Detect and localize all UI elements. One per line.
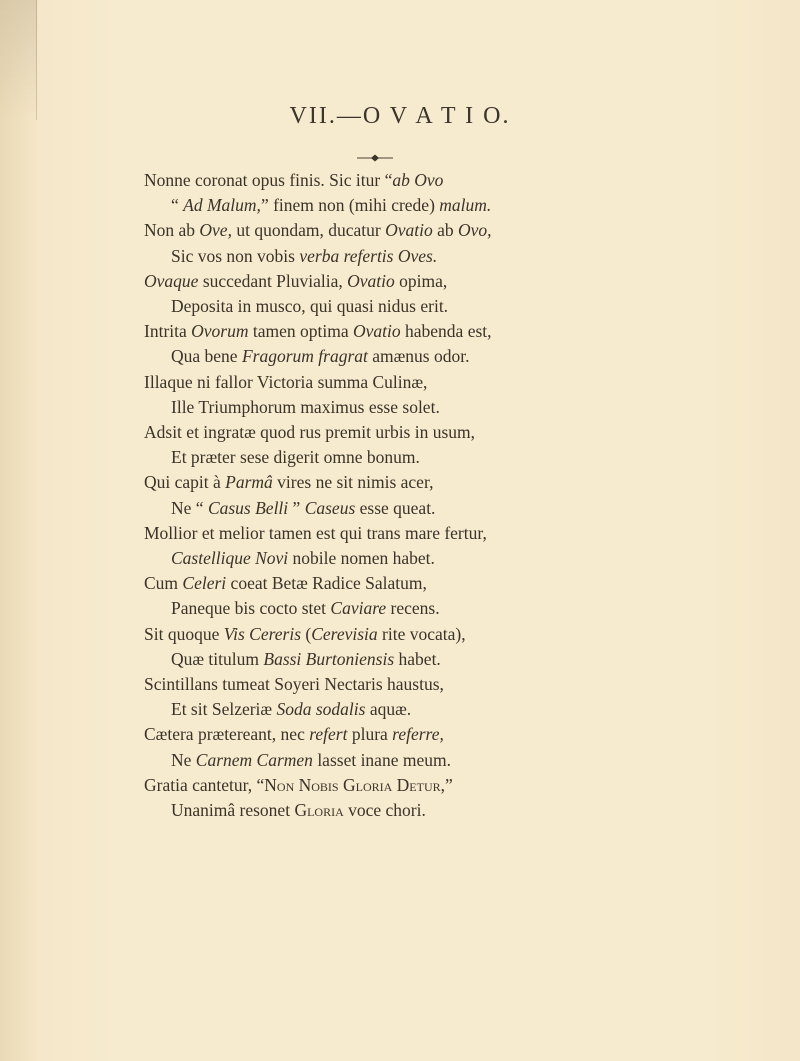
verse-text: Ille Triumphorum maximus esse solet. xyxy=(171,396,440,417)
verse-text: Scintillans tumeat Soyeri Nectaris haustus, xyxy=(144,674,444,695)
verse-text: Unanimâ resonet xyxy=(171,800,295,821)
verse-text: aquæ. xyxy=(365,699,412,720)
verse-text: tamen optima xyxy=(248,321,353,342)
verse-line xyxy=(0,218,800,243)
verse-text: Sit quoque xyxy=(144,623,224,644)
verse-text: voce chori. xyxy=(343,800,426,821)
verse-text: esse queat. xyxy=(355,497,436,518)
italic-text: verba refertis Oves. xyxy=(299,245,438,266)
poem-verse xyxy=(0,168,800,823)
poem-title: VII.—O V A T I O. xyxy=(289,103,511,129)
verse-line xyxy=(0,596,800,621)
verse-text: coeat Betæ Radice Salatum, xyxy=(226,573,427,594)
verse-text: ut quondam, ducatur xyxy=(231,220,386,241)
verse-line xyxy=(0,622,800,647)
italic-text: Fragorum fragrat xyxy=(241,346,368,367)
verse-line xyxy=(0,244,800,269)
verse-text: habenda est, xyxy=(400,321,492,342)
verse-line xyxy=(0,672,800,697)
verse-line xyxy=(0,294,800,319)
verse-line xyxy=(0,546,800,571)
italic-text: Ovatio xyxy=(353,321,401,342)
verse-text: Et sit Selzeriæ xyxy=(171,699,277,720)
verse-text: succedant Pluvialia, xyxy=(198,270,348,291)
verse-text: nobile nomen habet. xyxy=(288,548,435,569)
verse-text: Et præter sese digerit omne bonum. xyxy=(171,447,420,468)
verse-text: Cætera prætereant, nec xyxy=(144,724,310,745)
italic-text: Soda sodalis xyxy=(276,699,366,720)
verse-line xyxy=(0,470,800,495)
verse-text: Paneque bis cocto stet xyxy=(171,598,331,619)
verse-line xyxy=(0,521,800,546)
italic-text: Castellique Novi xyxy=(171,548,289,569)
verse-text: Gratia cantetur, “ xyxy=(144,774,265,795)
italic-text: Celeri xyxy=(182,573,227,594)
verse-text: Cum xyxy=(144,573,183,594)
verse-text: ” xyxy=(288,497,305,518)
verse-line xyxy=(0,420,800,445)
italic-text: Caviare xyxy=(330,598,387,619)
italic-text: Ove, xyxy=(199,220,232,241)
italic-text: Ovorum xyxy=(191,321,249,342)
italic-text: Bassi Burtoniensis xyxy=(263,648,395,669)
verse-line xyxy=(0,395,800,420)
verse-text: Qua bene xyxy=(171,346,242,367)
verse-line xyxy=(0,445,800,470)
verse-line xyxy=(0,496,800,521)
verse-text: “ xyxy=(171,195,184,216)
verse-text: Non ab xyxy=(144,220,200,241)
verse-text: rite vocata), xyxy=(377,623,466,644)
italic-text: referre, xyxy=(392,724,444,745)
verse-text: ab xyxy=(432,220,458,241)
italic-text: Ovaque xyxy=(144,270,199,291)
verse-line xyxy=(0,571,800,596)
italic-text: Ovatio xyxy=(385,220,433,241)
verse-line xyxy=(0,697,800,722)
italic-text: Vis Cereris xyxy=(223,623,302,644)
small-caps-text: Gloria xyxy=(294,800,344,821)
verse-line xyxy=(0,269,800,294)
diamond-rule-ornament xyxy=(355,153,395,163)
verse-text: ( xyxy=(301,623,312,644)
italic-text: Cerevisia xyxy=(311,623,378,644)
binding-edge xyxy=(0,0,37,120)
verse-line xyxy=(0,344,800,369)
italic-text: Carnem Carmen xyxy=(195,749,313,770)
small-caps-text: Non Nobis Gloria Detur, xyxy=(264,774,445,795)
verse-text: Mollior et melior tamen est qui trans mare fertur, xyxy=(144,522,487,543)
italic-text: malum. xyxy=(439,195,492,216)
verse-text: Qui capit à xyxy=(144,472,226,493)
verse-text: Quæ titulum xyxy=(171,648,264,669)
verse-line xyxy=(0,647,800,672)
verse-line xyxy=(0,370,800,395)
italic-text: Casus Belli xyxy=(207,497,289,518)
verse-line xyxy=(0,193,800,218)
verse-line xyxy=(0,319,800,344)
verse-line xyxy=(0,773,800,798)
verse-text: Illaque ni fallor Victoria summa Culinæ, xyxy=(144,371,428,392)
verse-text: plura xyxy=(347,724,393,745)
verse-text: Adsit et ingratæ quod rus premit urbis in usum, xyxy=(144,422,476,443)
verse-text: Ne xyxy=(171,749,196,770)
verse-line xyxy=(0,798,800,823)
verse-text: ” xyxy=(445,774,453,795)
verse-text: Sic vos non vobis xyxy=(171,245,300,266)
verse-text: amænus odor. xyxy=(367,346,470,367)
italic-text: Ad Malum, xyxy=(183,195,261,216)
italic-text: Parmâ xyxy=(225,472,273,493)
verse-text: habet. xyxy=(394,648,441,669)
italic-text: refert xyxy=(309,724,348,745)
verse-text: recens. xyxy=(386,598,440,619)
verse-line xyxy=(0,748,800,773)
verse-text: Ne “ xyxy=(171,497,208,518)
italic-text: Caseus xyxy=(304,497,356,518)
verse-text: opima, xyxy=(394,270,448,291)
verse-line xyxy=(0,722,800,747)
verse-text: Nonne coronat opus finis. Sic itur “ xyxy=(144,170,393,190)
italic-text: Ovo, xyxy=(457,220,492,241)
verse-text: ” finem non (mihi crede) xyxy=(260,195,440,216)
verse-text: lasset inane meum. xyxy=(312,749,451,770)
verse-text: Intrita xyxy=(144,321,192,342)
italic-text: ab Ovo xyxy=(392,170,444,190)
verse-text: Deposita in musco, qui quasi nidus erit. xyxy=(171,296,449,317)
italic-text: Ovatio xyxy=(347,270,395,291)
verse-text: vires ne sit nimis acer, xyxy=(272,472,434,493)
verse-line xyxy=(0,168,800,193)
